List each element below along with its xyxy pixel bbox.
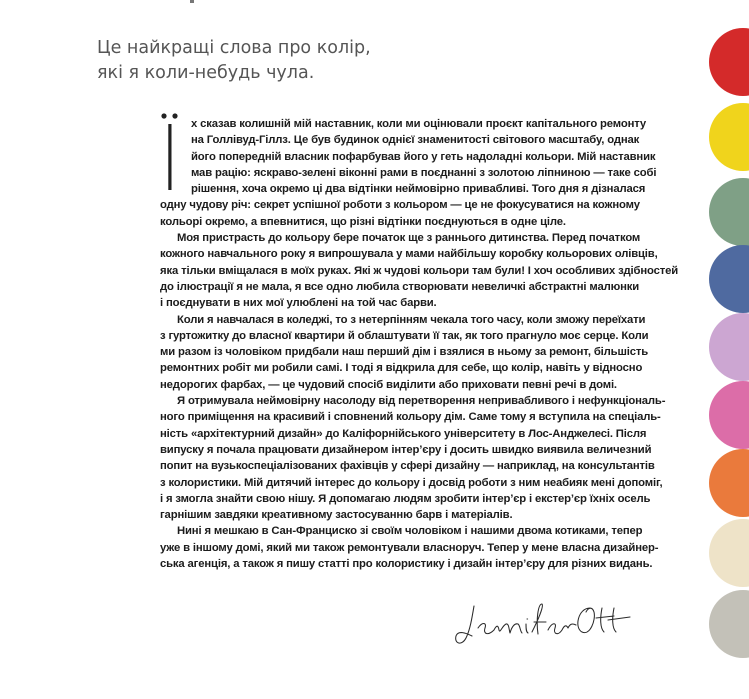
- article-body: [160, 116, 679, 572]
- body-line: випуску я почала працювати дизайнером інтер’єру і досить швидко виявила величезний: [160, 443, 652, 456]
- body-line: х сказав колишній мій наставник, коли ми оцінювали проєкт капітального ремонту: [191, 118, 647, 130]
- body-line: одну чудову річ: секрет успішної роботи з кольором — це не фокусуватися на кожному: [160, 199, 640, 212]
- color-swatch: [709, 449, 749, 517]
- body-line: Нині я мешкаю в Сан-Франциско зі своїм чоловіком і нашими двома котиками, тепер: [177, 525, 643, 538]
- signature: [452, 600, 642, 650]
- top-mark: [190, 0, 194, 3]
- color-swatch: [709, 28, 749, 96]
- heading-line-2: які я коли-небудь чула.: [97, 63, 315, 83]
- body-line: уже в іншому домі, який ми також ремонтували власноруч. Тепер у мене власна дизайнер-: [160, 541, 659, 554]
- body-line: ми разом із чоловіком придбали наш перший дім і взялися в ньому за ремонт, більшість: [160, 346, 649, 359]
- color-swatch: [709, 313, 749, 381]
- body-line: Я отримувала неймовірну насолоду від перетворення непривабливого і нефункціональ-: [177, 395, 666, 408]
- color-swatch: [709, 245, 749, 313]
- body-line: до ілюстрації я не мала, я все одно любила створювати невеличкі абстрактні малюнки: [160, 280, 640, 293]
- body-line: кожного навчального року я випрошувала у мами найбільшу коробку кольорових олівців,: [160, 248, 658, 261]
- color-swatch: [709, 519, 749, 587]
- body-line: мав рацію: яскраво-зелені віконні рами в поєднанні з золотою ліпниною — таке собі: [191, 166, 657, 179]
- color-swatch: [709, 103, 749, 171]
- body-line: з колористики. Мій дитячий інтерес до кольору і досвід роботи з ним неабияк мені допоміг,: [160, 476, 663, 489]
- body-line: яка тільки вміщалася в моїх руках. Які ж чудові кольори там були! І хоч особливих здібностей: [160, 264, 679, 277]
- body-line: гарнішим завдяки креативному застосуванню барв і матеріалів.: [160, 509, 513, 522]
- body-line: ська агенція, а також я пишу статті про колористику і дизайн інтер’єру для різних видань.: [160, 558, 653, 571]
- body-line: Моя пристрасть до кольору бере початок ще з раннього дитинства. Перед початком: [177, 232, 641, 245]
- body-line: кольорі окремо, а впевнитися, що різні відтінки поєднуються в одне ціле.: [160, 215, 566, 228]
- body-line: ність «архітектурний дизайн» до Каліфорнійського університету в Лос-Анджелесі. Після: [160, 427, 647, 440]
- body-line: рішення, хоча окремо ці два відтінки неймовірно привабливі. Того дня я дізналася: [191, 183, 646, 196]
- body-line: Коли я навчалася в коледжі, то з нетерпінням чекала того часу, коли зможу переїхати: [177, 313, 646, 326]
- color-swatch: [709, 178, 749, 246]
- heading-line-1: Це найкращі слова про колір,: [97, 38, 371, 58]
- body-line: і я змогла знайти свою нішу. Я допомагаю людям зробити інтер’єр і екстер’єр їхніх осель: [160, 492, 651, 505]
- body-line: і поєднувати в них мої улюблені на той час барви.: [160, 297, 437, 310]
- pull-quote-heading: [97, 36, 371, 86]
- body-line: недорогих фарбах, — це чудовий спосіб виділити або приховати певні речі в домі.: [160, 378, 617, 391]
- body-line: ремонтних робіт ми робили самі. І тоді я відкрила для себе, що колір, навіть у відносно: [160, 362, 643, 375]
- body-line: на Голлівуд-Гіллз. Це був будинок однієї знаменитості світового масштабу, однак: [191, 134, 640, 147]
- body-line: з гуртожитку до власної квартири й облаштувати її так, як того прагнуло моє серце. Коли: [160, 329, 649, 342]
- drop-cap-letter: Ї: [160, 112, 161, 113]
- signature-stroke: [456, 604, 630, 643]
- color-swatch-column: [709, 0, 749, 699]
- body-line: ного приміщення на красивий і сповнений кольору дім. Саме тому я вступила на спеціаль-: [160, 411, 661, 424]
- body-line: його попередній власник пофарбував його у геть надоладні кольори. Мій наставник: [191, 150, 656, 163]
- color-swatch: [709, 381, 749, 449]
- body-line: попит на вузькоспеціалізованих фахівців у сфері дизайну — наприклад, на консультантів: [160, 460, 655, 473]
- color-swatch: [709, 590, 749, 658]
- signature-text: Jennifer Ott: [452, 600, 458, 601]
